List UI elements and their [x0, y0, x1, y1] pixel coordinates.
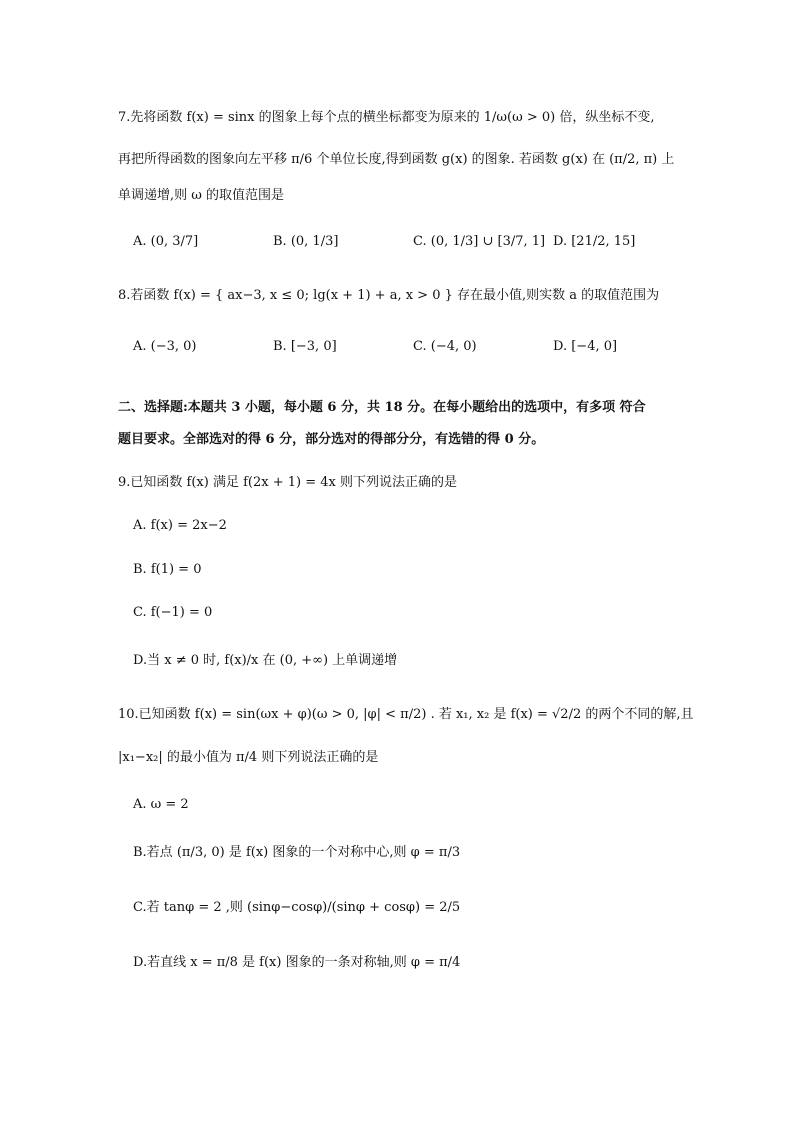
q9-option-d: D.当 x ≠ 0 时, f(x)/x 在 (0, +∞) 上单调递增 — [133, 653, 398, 668]
q8-option-b: B. [−3, 0] — [273, 339, 337, 354]
section2-heading-line2: 题目要求。全部选对的得 6 分，部分选对的得部分分，有选错的得 0 分。 — [118, 432, 545, 447]
q9-stem: 9.已知函数 f(x) 满足 f(2x + 1) = 4x 则下列说法正确的是 — [118, 475, 457, 490]
q9-option-b: B. f(1) = 0 — [133, 562, 202, 577]
q10-option-d: D.若直线 x = π/8 是 f(x) 图象的一条对称轴,则 φ = π/4 — [133, 955, 461, 970]
q7-option-a: A. (0, 3/7] — [133, 234, 199, 249]
q8-stem: 8.若函数 f(x) = { ax−3, x ≤ 0; lg(x + 1) + a, x > 0 } 存在最小值,则实数 a 的取值范围为 — [118, 288, 660, 303]
q10-stem-line1: 10.已知函数 f(x) = sin(ωx + φ)(ω > 0, |φ| < π/2) . 若 x₁, x₂ 是 f(x) = √2/2 的两个不同的解,且 — [118, 707, 694, 722]
q8-option-a: A. (−3, 0) — [133, 339, 197, 354]
q9-option-a: A. f(x) = 2x−2 — [133, 518, 227, 533]
q7-option-d: D. [21/2, 15] — [553, 234, 636, 249]
q8-option-c: C. (−4, 0) — [413, 339, 477, 354]
q7-stem-line1: 7.先将函数 f(x) = sinx 的图象上每个点的横坐标都变为原来的 1/ω(ω > 0) 倍，纵坐标不变, — [118, 110, 655, 125]
q10-option-b: B.若点 (π/3, 0) 是 f(x) 图象的一个对称中心,则 φ = π/3 — [133, 845, 461, 860]
q8-option-d: D. [−4, 0] — [553, 339, 618, 354]
q7-option-c: C. (0, 1/3] ∪ [3/7, 1] — [413, 234, 546, 249]
q10-stem-line2: |x₁−x₂| 的最小值为 π/4 则下列说法正确的是 — [118, 750, 379, 765]
q7-stem-line3: 单调递增,则 ω 的取值范围是 — [118, 188, 284, 203]
q9-option-c: C. f(−1) = 0 — [133, 605, 213, 620]
section2-heading-line1: 二、选择题:本题共 3 小题，每小题 6 分，共 18 分。在每小题给出的选项中，有多项 符合 — [118, 400, 646, 415]
q7-stem-line2: 再把所得函数的图象向左平移 π/6 个单位长度,得到函数 g(x) 的图象. 若函数 g(x) 在 (π/2, π) 上 — [118, 152, 675, 167]
q7-option-b: B. (0, 1/3] — [273, 234, 339, 249]
q10-option-c: C.若 tanφ = 2 ,则 (sinφ−cosφ)/(sinφ + cosφ) = 2/5 — [133, 900, 461, 915]
q10-option-a: A. ω = 2 — [133, 797, 189, 812]
